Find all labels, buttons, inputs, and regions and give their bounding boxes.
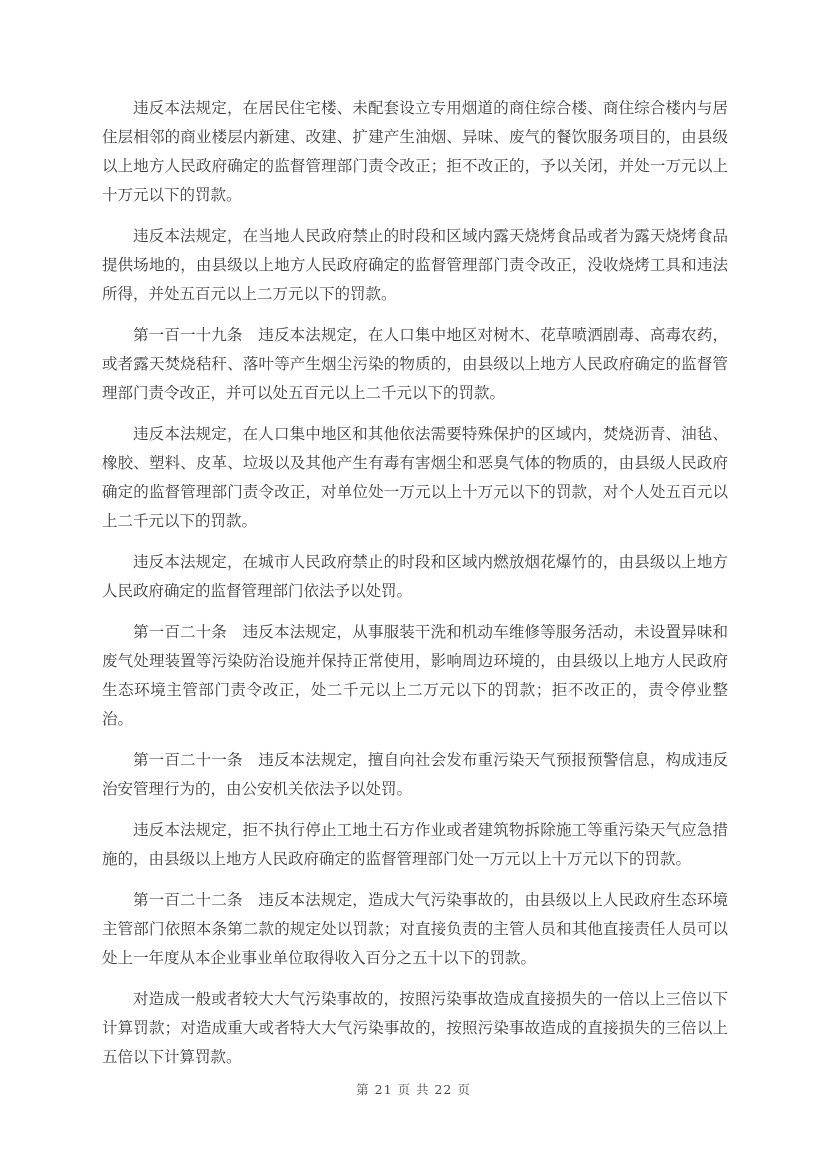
paragraph-accident-fine-calculation: 对造成一般或者较大大气污染事故的，按照污染事故造成直接损失的一倍以上三倍以下计算罚款；对造成重大或者特大大气污染事故的，按照污染事故造成的直接损失的三倍以上五倍以下计算罚款。 [102, 990, 728, 1066]
paragraph-emergency-measures-penalty: 违反本法规定，拒不执行停止工地土石方作业或者建筑物拆除施工等重污染天气应急措施的，由县级以上地方人民政府确定的监督管理部门处一万元以上十万元以下的罚款。 [102, 821, 728, 868]
paragraph-article-119: 第一百一十九条 违反本法规定，在人口集中地区对树木、花草喷洒剧毒、高毒农药，或者露天焚烧秸秆、落叶等产生烟尘污染的物质的，由县级以上地方人民政府确定的监督管理部门责令改正，并可以处五百元以上二千元以下的罚款。 [102, 326, 728, 402]
page-number-text: 第 21 页 共 22 页 [356, 1082, 471, 1097]
paragraph-fireworks-penalty: 违反本法规定，在城市人民政府禁止的时段和区域内燃放烟花爆竹的，由县级以上地方人民政府确定的监督管理部门依法予以处罚。 [102, 553, 728, 600]
paragraph-burning-toxic-materials-penalty: 违反本法规定，在人口集中地区和其他依法需要特殊保护的区域内，焚烧沥青、油毡、橡胶、塑料、皮革、垃圾以及其他产生有毒有害烟尘和恶臭气体的物质的，由县级人民政府确定的监督管理部门责令改正，对单位处一万元以上十万元以下的罚款，对个人处五百元以上二千元以下的罚款。 [102, 425, 728, 530]
paragraph-article-120: 第一百二十条 违反本法规定，从事服装干洗和机动车维修等服务活动，未设置异味和废气处理装置等污染防治设施并保持正常使用，影响周边环境的，由县级以上地方人民政府生态环境主管部门责令改正，处二千元以上二万元以下的罚款；拒不改正的，责令停业整治。 [102, 623, 728, 728]
paragraph-restaurant-fume-penalty: 违反本法规定，在居民住宅楼、未配套设立专用烟道的商住综合楼、商住综合楼内与居住层相邻的商业楼层内新建、改建、扩建产生油烟、异味、废气的餐饮服务项目的，由县级以上地方人民政府确定的监督管理部门责令改正；拒不改正的，予以关闭，并处一万元以上十万元以下的罚款。 [102, 99, 728, 204]
paragraph-article-121: 第一百二十一条 违反本法规定，擅自向社会发布重污染天气预报预警信息，构成违反治安管理行为的，由公安机关依法予以处罚。 [102, 751, 728, 798]
paragraph-article-122: 第一百二十二条 违反本法规定，造成大气污染事故的，由县级以上人民政府生态环境主管部门依照本条第二款的规定处以罚款；对直接负责的主管人员和其他直接责任人员可以处上一年度从本企业事业单位取得收入百分之五十以下的罚款。 [102, 891, 728, 967]
document-body [102, 94, 728, 1084]
paragraph-open-air-barbecue-penalty: 违反本法规定，在当地人民政府禁止的时段和区域内露天烧烤食品或者为露天烧烤食品提供场地的，由县级以上地方人民政府确定的监督管理部门责令改正，没收烧烤工具和违法所得，并处五百元以上二万元以下的罚款。 [102, 227, 728, 303]
page-footer [0, 1082, 827, 1098]
